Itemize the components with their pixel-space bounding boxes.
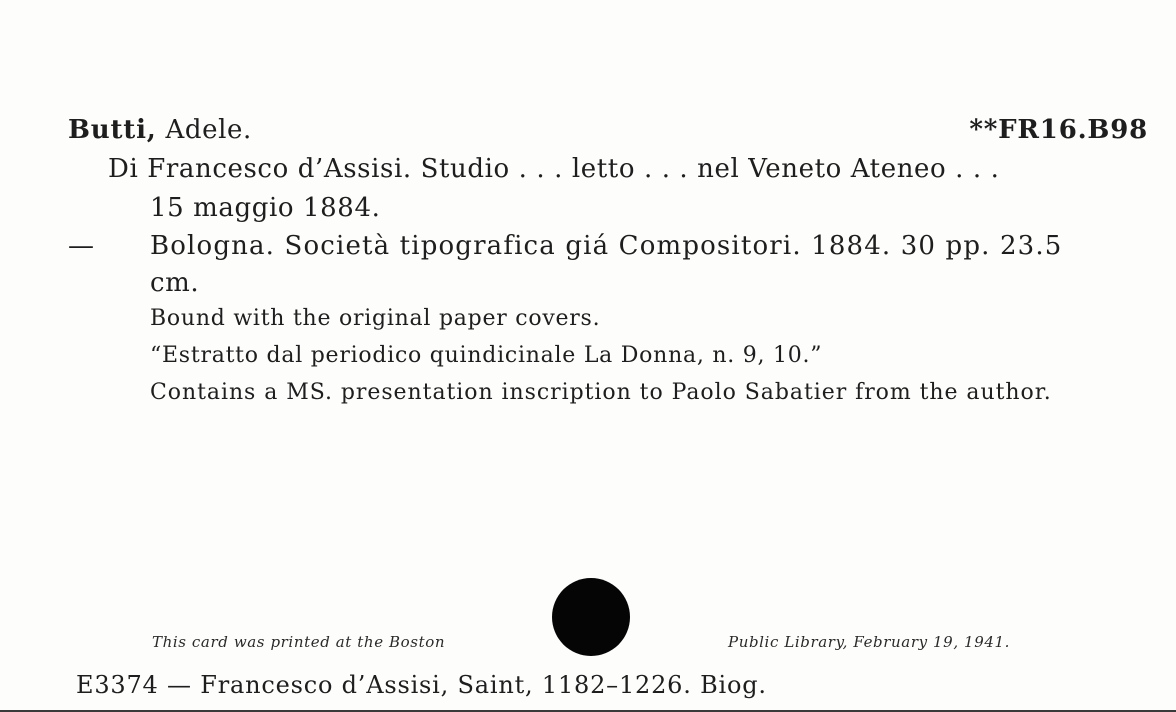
author-heading xyxy=(68,115,252,145)
note-binding: Bound with the original paper covers. xyxy=(150,306,601,331)
author-forename: Adele. xyxy=(156,115,252,145)
printed-notice-left: This card was printed at the Boston xyxy=(152,633,446,651)
punch-hole xyxy=(552,578,630,656)
note-extract: “Estratto dal periodico quindicinale La Donna, n. 9, 10.” xyxy=(150,343,823,368)
author-surname: Butti, xyxy=(68,115,157,145)
imprint-dash: — xyxy=(68,231,94,261)
subject-heading: E3374 — Francesco d’Assisi, Saint, 1182–1226. Biog. xyxy=(76,671,767,699)
title-continuation: 15 maggio 1884. xyxy=(150,193,381,223)
title-line: Di Francesco d’Assisi. Studio . . . letto . . . nel Veneto Ateneo . . . xyxy=(108,154,1000,184)
printed-notice-right: Public Library, February 19, 1941. xyxy=(728,633,1010,651)
imprint-continuation: cm. xyxy=(150,268,200,298)
call-number: **FR16.B98 xyxy=(969,115,1148,145)
imprint-line: Bologna. Società tipografica giá Compositori. 1884. 30 pp. 23.5 xyxy=(150,231,1063,261)
note-inscription: Contains a MS. presentation inscription to Paolo Sabatier from the author. xyxy=(150,380,1052,405)
